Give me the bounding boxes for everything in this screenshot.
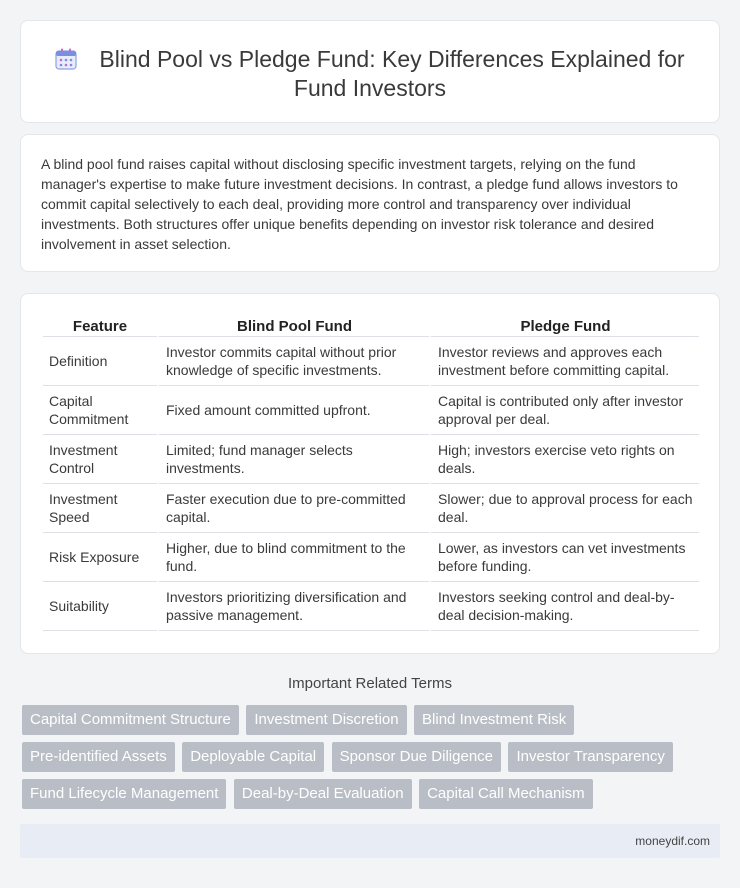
related-term-tag[interactable]: Deal-by-Deal Evaluation	[234, 779, 412, 809]
cell-pledge: Slower; due to approval process for each deal.	[429, 484, 699, 533]
cell-pledge: High; investors exercise veto rights on deals.	[429, 435, 699, 484]
related-term-tag[interactable]: Pre-identified Assets	[22, 742, 175, 772]
cell-feature: Investment Speed	[43, 484, 157, 533]
cell-pledge: Lower, as investors can vet investments before funding.	[429, 533, 699, 582]
cell-blind-pool: Limited; fund manager selects investments.	[157, 435, 429, 484]
cell-feature: Risk Exposure	[43, 533, 157, 582]
header-pledge: Pledge Fund	[429, 317, 699, 337]
related-terms-title: Important Related Terms	[288, 675, 452, 692]
table-row	[43, 435, 699, 484]
calendar-icon	[55, 48, 77, 70]
table-row	[43, 582, 699, 631]
footer-bar	[20, 824, 720, 858]
header-blind-pool: Blind Pool Fund	[157, 317, 429, 337]
related-term-tag[interactable]: Deployable Capital	[182, 742, 324, 772]
cell-feature: Capital Commitment	[43, 386, 157, 435]
cell-blind-pool: Higher, due to blind commitment to the fund.	[157, 533, 429, 582]
cell-pledge: Investors seeking control and deal-by-deal decision-making.	[429, 582, 699, 631]
cell-blind-pool: Faster execution due to pre-committed capital.	[157, 484, 429, 533]
table-row	[43, 484, 699, 533]
cell-pledge: Investor reviews and approves each investment before committing capital.	[429, 337, 699, 386]
cell-blind-pool: Investor commits capital without prior knowledge of specific investments.	[157, 337, 429, 386]
comparison-card	[20, 293, 720, 654]
cell-feature: Investment Control	[43, 435, 157, 484]
cell-pledge: Capital is contributed only after investor approval per deal.	[429, 386, 699, 435]
table-row	[43, 533, 699, 582]
cell-feature: Definition	[43, 337, 157, 386]
related-term-tag[interactable]: Capital Commitment Structure	[22, 705, 239, 735]
intro-card	[20, 134, 720, 272]
related-term-tag[interactable]: Blind Investment Risk	[414, 705, 574, 735]
related-term-tag[interactable]: Investment Discretion	[246, 705, 406, 735]
table-header-row	[43, 317, 699, 337]
related-term-tag[interactable]: Fund Lifecycle Management	[22, 779, 226, 809]
related-term-tag[interactable]: Sponsor Due Diligence	[332, 742, 501, 772]
table-row	[43, 337, 699, 386]
footer-site[interactable]: moneydif.com	[635, 834, 710, 848]
related-term-tag[interactable]: Investor Transparency	[508, 742, 672, 772]
page-title	[21, 45, 719, 103]
intro-text: A blind pool fund raises capital without disclosing specific investment targets, relying on the fund manager's expertise to make future investment decisions. In contrast, a pledge fund allows investors to commit capital selectively to each deal, providing more control and transparency over individual investments. Both structures offer unique benefits depending on investor risk tolerance and desired involvement in asset selection.	[41, 156, 678, 252]
title-text: Blind Pool vs Pledge Fund: Key Differences Explained for Fund Investors	[99, 46, 685, 101]
header-card	[20, 20, 720, 123]
cell-feature: Suitability	[43, 582, 157, 631]
table-row	[43, 386, 699, 435]
related-terms-list	[22, 705, 722, 816]
cell-blind-pool: Fixed amount committed upfront.	[157, 386, 429, 435]
related-term-tag[interactable]: Capital Call Mechanism	[419, 779, 593, 809]
comparison-table	[43, 317, 699, 631]
cell-blind-pool: Investors prioritizing diversification and passive management.	[157, 582, 429, 631]
header-feature: Feature	[43, 317, 157, 337]
